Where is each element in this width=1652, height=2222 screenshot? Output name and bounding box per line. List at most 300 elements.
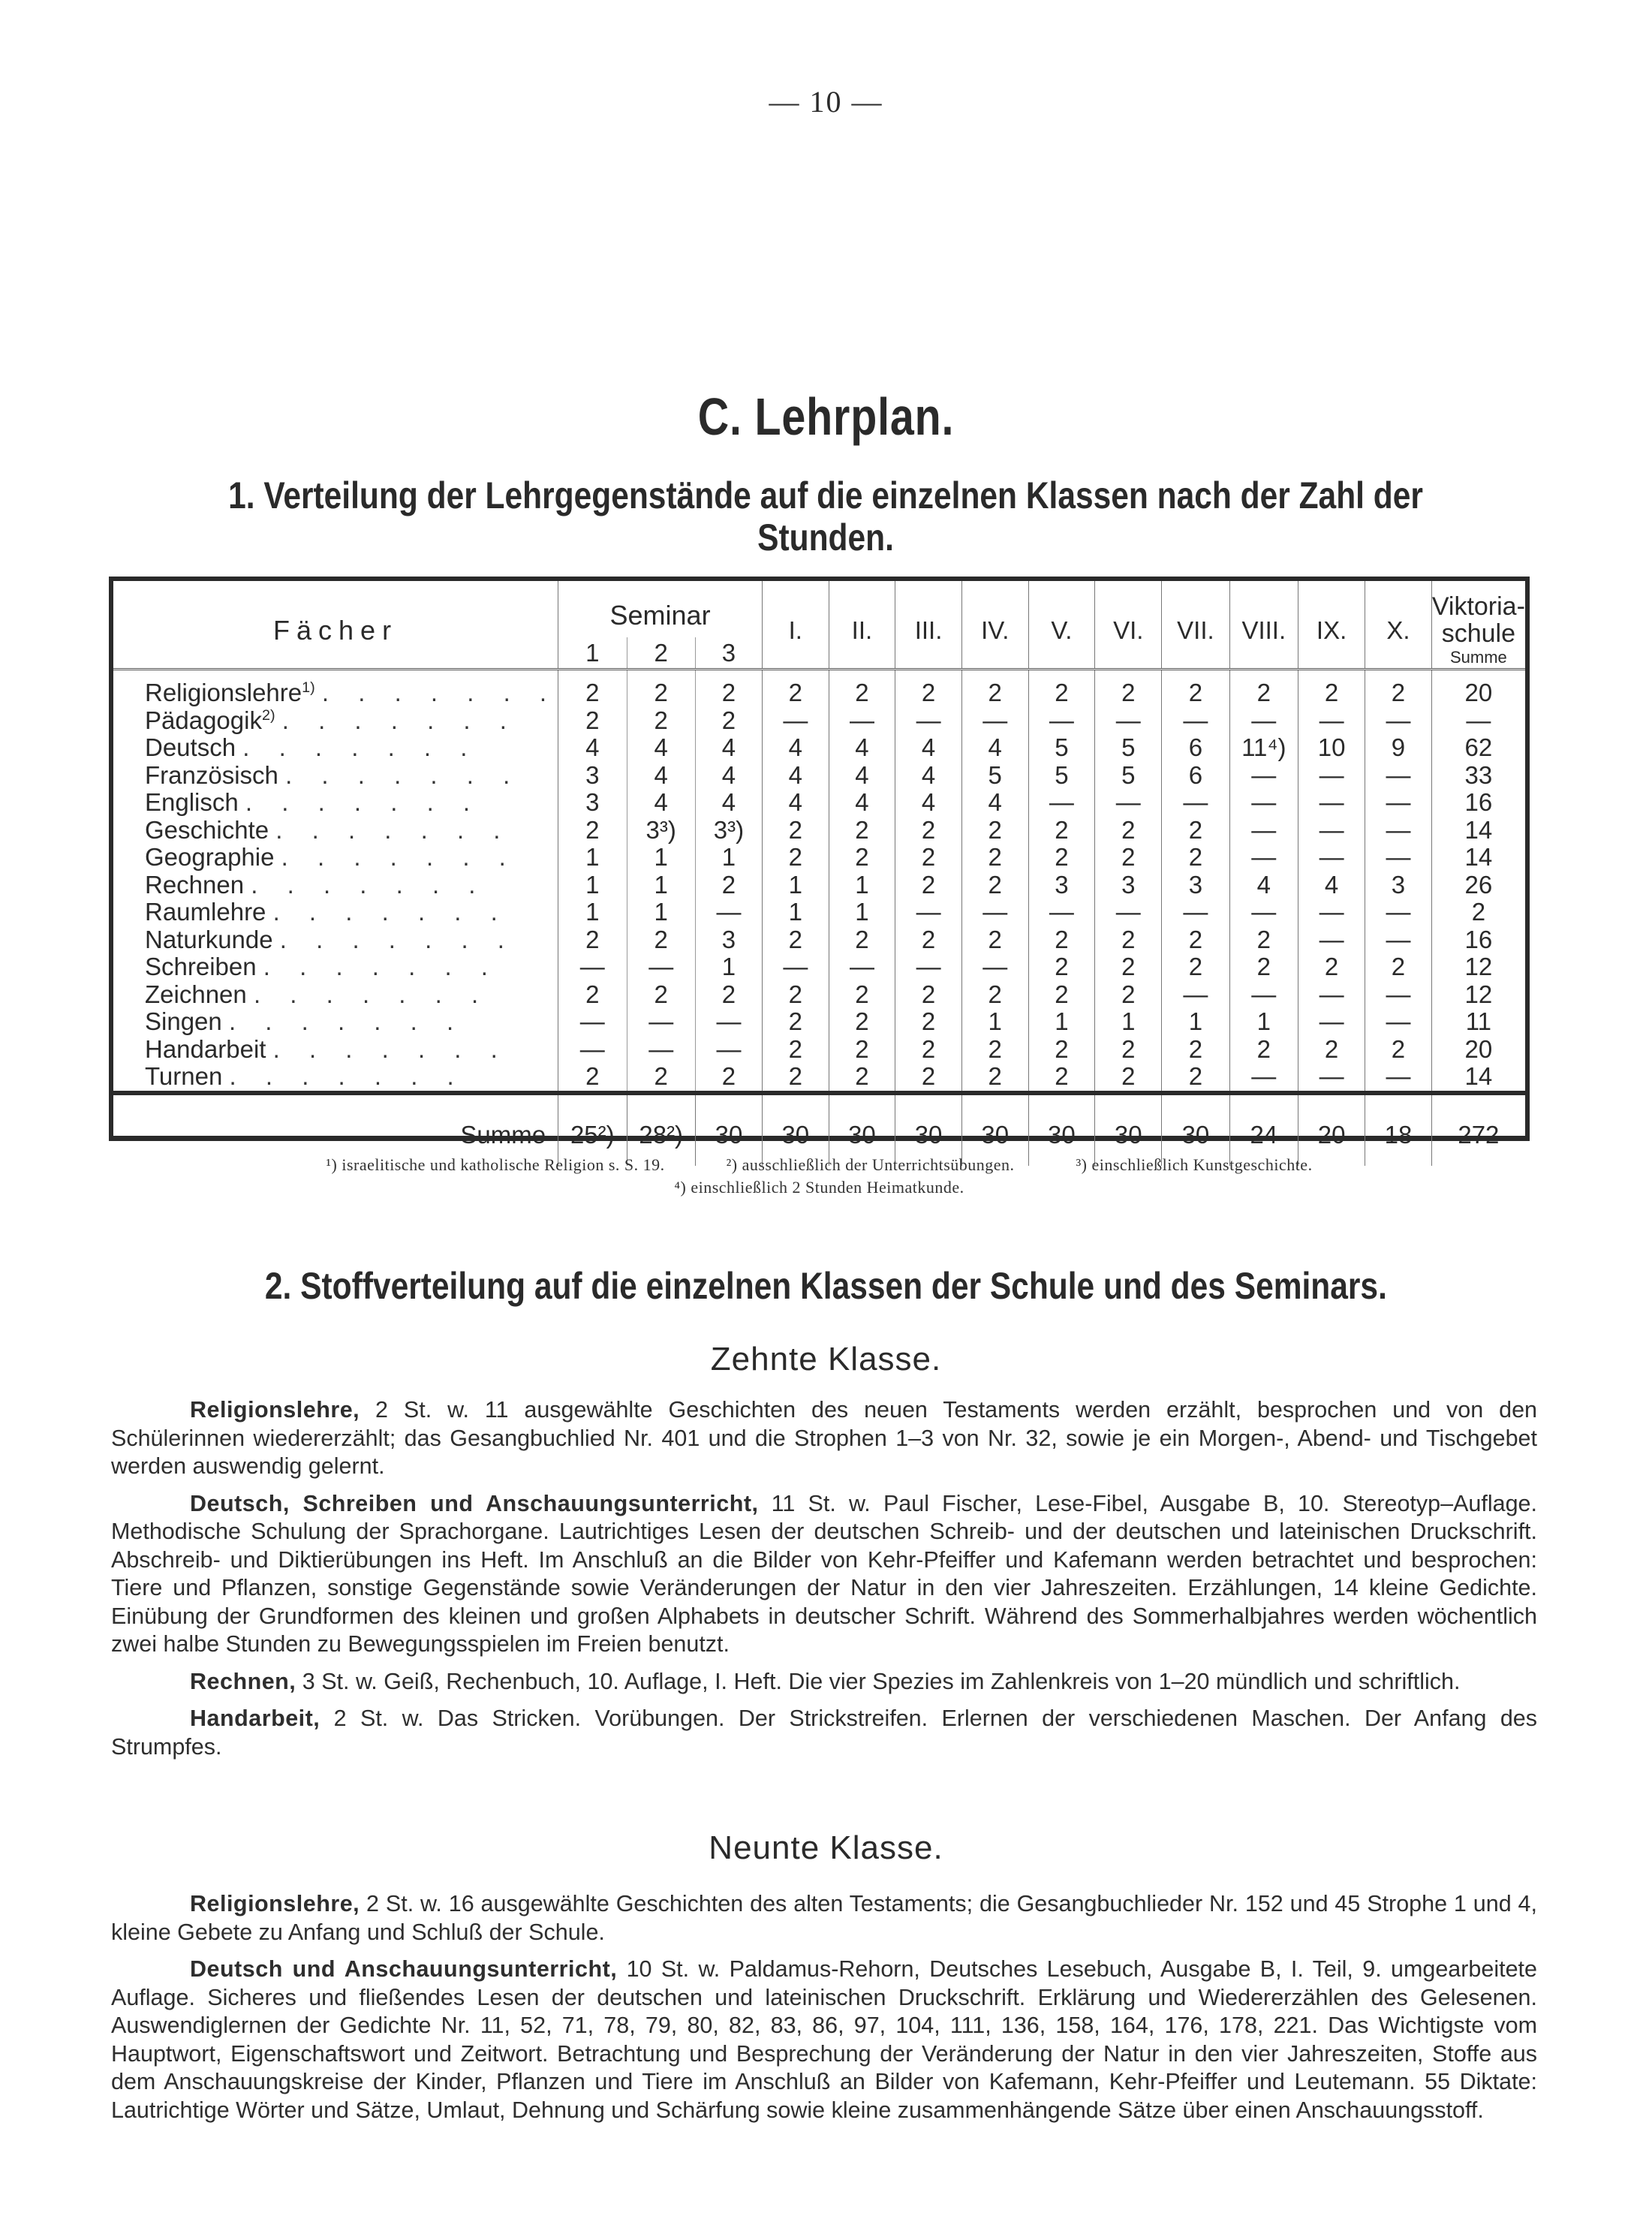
row-total-cell: 2 <box>1431 899 1525 926</box>
hours-cell: — <box>829 953 895 981</box>
leader-dots: . . . . . . . <box>275 816 512 844</box>
hours-cell: 2 <box>1162 817 1229 845</box>
sum-cell: 18 <box>1365 1093 1432 1166</box>
row-total-cell: 26 <box>1431 872 1525 899</box>
table-row <box>113 981 1525 1009</box>
hours-cell: — <box>1229 899 1298 926</box>
hours-cell: — <box>1298 762 1365 790</box>
hours-cell: 2 <box>1028 844 1095 872</box>
hours-cell: 2 <box>695 981 762 1009</box>
subject-label: Handarbeit, <box>190 1706 320 1731</box>
hours-cell: — <box>558 1008 627 1036</box>
hours-cell: 2 <box>763 926 829 954</box>
hours-cell: 1 <box>763 872 829 899</box>
hours-cell: 2 <box>1095 981 1162 1009</box>
header-class-2: II. <box>829 581 895 670</box>
row-total-cell: 20 <box>1431 1036 1525 1064</box>
hours-cell: — <box>1229 981 1298 1009</box>
subject-name: Geschichte <box>145 816 269 844</box>
hours-cell: — <box>627 1008 695 1036</box>
table-row <box>113 789 1525 817</box>
subject-name: Zeichnen <box>145 980 247 1008</box>
header-class-9: IX. <box>1298 581 1365 670</box>
hours-cell: 1 <box>695 953 762 981</box>
paragraph-text: 3 St. w. Geiß, Rechenbuch, 10. Auflage, I. Heft. Die vier Spezies im Zahlenkreis von 1–20 mündlich und schriftlich. <box>296 1668 1461 1694</box>
paragraph-handarbeit <box>111 1705 1537 1761</box>
row-total-cell: 12 <box>1431 981 1525 1009</box>
hours-cell: 2 <box>895 872 962 899</box>
hours-cell: — <box>1365 817 1432 845</box>
hours-cell: 2 <box>558 817 627 845</box>
subject-label: Rechnen, <box>190 1668 296 1694</box>
subject-cell <box>113 762 558 790</box>
paragraph-rechnen <box>111 1668 1537 1697</box>
hours-cell: 2 <box>961 1036 1028 1064</box>
hours-cell: 2 <box>627 981 695 1009</box>
hours-cell: 2 <box>829 1036 895 1064</box>
class-title-zehnte: Zehnte Klasse. <box>710 1341 942 1377</box>
hours-cell: 4 <box>627 789 695 817</box>
hours-cell: 3 <box>1365 872 1432 899</box>
subject-name: Pädagogik <box>145 706 262 734</box>
header-total-sub: Summe <box>1449 648 1507 667</box>
hours-cell: 2 <box>829 1063 895 1093</box>
hours-cell: 4 <box>961 789 1028 817</box>
subject-name: Geographie <box>145 844 275 872</box>
subject-cell <box>113 670 558 707</box>
table-row <box>113 734 1525 762</box>
row-total-cell: 14 <box>1431 817 1525 845</box>
hours-cell: 2 <box>558 926 627 954</box>
hours-cell: — <box>1365 1008 1432 1036</box>
hours-cell: 2 <box>558 670 627 707</box>
header-total <box>1431 581 1525 670</box>
hours-cell: 1 <box>695 844 762 872</box>
hours-cell: 2 <box>558 1063 627 1093</box>
header-class-3: III. <box>895 581 962 670</box>
leader-dots: . . . . . . . <box>285 761 522 789</box>
hours-cell: 1 <box>1028 1008 1095 1036</box>
grand-total-cell: 272 <box>1431 1093 1525 1166</box>
hours-cell: 4 <box>627 734 695 762</box>
subject-cell <box>113 707 558 735</box>
subject-name: Englisch <box>145 789 239 817</box>
header-total-label: Viktoria-schule <box>1431 592 1525 648</box>
sum-cell: 30 <box>763 1093 829 1166</box>
hours-cell: 2 <box>695 872 762 899</box>
hours-cell: — <box>558 953 627 981</box>
table-row <box>113 953 1525 981</box>
subject-cell <box>113 789 558 817</box>
table-row <box>113 1008 1525 1036</box>
footnote-1: ¹) israelitische und katholische Religion s. S. 19. <box>326 1155 665 1174</box>
leader-dots: . . . . . . . <box>245 789 482 817</box>
hours-cell: 2 <box>1028 1036 1095 1064</box>
leader-dots: . . . . . . . <box>279 926 516 953</box>
header-class-4: IV. <box>961 581 1028 670</box>
hours-cell: 5 <box>961 762 1028 790</box>
hours-cell: 1 <box>627 899 695 926</box>
hours-cell: 3 <box>1162 872 1229 899</box>
row-total-cell: 20 <box>1431 670 1525 707</box>
hours-cell: 4 <box>829 762 895 790</box>
subject-footnote-ref: 2) <box>261 706 275 724</box>
hours-cell: — <box>1162 981 1229 1009</box>
paragraph-deutsch <box>111 1956 1537 2124</box>
leader-dots: . . . . . . . <box>281 706 518 734</box>
sum-cell: 30 <box>895 1093 962 1166</box>
hours-cell: 2 <box>1095 817 1162 845</box>
hours-cell: 1 <box>627 844 695 872</box>
header-class-1: I. <box>763 581 829 670</box>
leader-dots: . . . . . . . <box>263 953 499 981</box>
hours-cell: 4 <box>829 734 895 762</box>
hours-cell: 2 <box>763 670 829 707</box>
paragraph-text: 11 St. w. Paul Fischer, Lese-Fibel, Ausgabe B, 10. Stereotyp–Auflage. Methodische Schulung der Sprachorgane. Lautrichtiges Lesen der deutschen Schreib- und der deutschen und lateinischen Druckschrift. Abschreib- und Diktierübungen ins Heft. Im Anschluß an die Bilder von Kehr-Pfeiffer und Kafemann werden betrachtet und besprochen: Tiere und Pflanzen, sonstige Gegenstände sowie Veränderungen der Natur in den vier Jahreszeiten. Erzählungen, 14 kleine Gedichte. Einübung der Grundformen des kleinen und großen Alphabets in deutscher Schrift. Während des Sommerhalbjahres werden wöchentlich zwei halbe Stunden zu Bewegungsspielen im Freien benutzt. <box>111 1490 1537 1657</box>
hours-cell: 4 <box>1229 872 1298 899</box>
subject-name: Handarbeit <box>145 1035 266 1063</box>
subject-name: Religionslehre <box>145 679 302 707</box>
hours-cell: 1 <box>829 872 895 899</box>
hours-cell: 2 <box>895 817 962 845</box>
hours-cell: 1 <box>558 844 627 872</box>
sum-cell: 20 <box>1298 1093 1365 1166</box>
footnote-4: ⁴) einschließlich 2 Stunden Heimatkunde. <box>674 1178 964 1197</box>
hours-cell: — <box>627 1036 695 1064</box>
subject-label: Deutsch, Schreiben und Anschauungsunterricht, <box>190 1490 759 1516</box>
hours-cell: 2 <box>763 817 829 845</box>
hours-cell: 2 <box>558 707 627 735</box>
hours-cell: 2 <box>1365 1036 1432 1064</box>
hours-table <box>113 581 1525 1166</box>
paragraph-text: 2 St. w. 11 ausgewählte Geschichten des neuen Testaments werden erzählt, besprochen und von den Schülerinnen wiedererzählt; das Gesangbuchlied Nr. 401 und die Strophen 1–3 von Nr. 32, sowie je ein Morgen-, Abend- und Tischgebet werden auswendig gelernt. <box>111 1397 1537 1479</box>
header-seminar-2: 2 <box>627 637 695 669</box>
hours-cell: 4 <box>695 762 762 790</box>
hours-cell: 3 <box>558 789 627 817</box>
hours-cell: 2 <box>961 981 1028 1009</box>
hours-cell: 2 <box>961 872 1028 899</box>
hours-cell: 2 <box>1028 670 1095 707</box>
hours-cell: 2 <box>1365 953 1432 981</box>
hours-cell: — <box>1298 844 1365 872</box>
subject-cell <box>113 1063 558 1093</box>
hours-cell: 2 <box>829 926 895 954</box>
hours-cell: — <box>1365 844 1432 872</box>
leader-dots: . . . . . . . <box>321 679 558 707</box>
hours-cell: — <box>895 707 962 735</box>
subject-label: Religionslehre, <box>190 1891 360 1916</box>
hours-cell: — <box>1162 899 1229 926</box>
subject-name: Deutsch <box>145 734 236 762</box>
hours-cell: 2 <box>1028 1063 1095 1093</box>
section-title-verteilung <box>113 474 1539 559</box>
hours-cell: 4 <box>895 734 962 762</box>
hours-cell: — <box>695 1036 762 1064</box>
hours-cell: 2 <box>558 981 627 1009</box>
section-title-stoffverteilung-text: 2. Stoffverteilung auf die einzelnen Klassen der Schule und des Seminars. <box>264 1265 1387 1307</box>
hours-cell: 2 <box>895 1008 962 1036</box>
hours-cell: 2 <box>627 670 695 707</box>
hours-cell: 2 <box>1229 1036 1298 1064</box>
subject-cell <box>113 844 558 872</box>
paragraph-religionslehre <box>111 1890 1537 1947</box>
hours-cell: — <box>1229 1063 1298 1093</box>
subject-cell <box>113 981 558 1009</box>
sum-cell: 30 <box>961 1093 1028 1166</box>
sum-cell: 30 <box>1028 1093 1095 1166</box>
table-row <box>113 670 1525 707</box>
row-total-cell: 33 <box>1431 762 1525 790</box>
hours-cell: 6 <box>1162 734 1229 762</box>
section-title-stoffverteilung <box>113 1265 1539 1307</box>
hours-cell: — <box>1298 789 1365 817</box>
hours-cell: — <box>763 707 829 735</box>
hours-cell: 2 <box>1028 817 1095 845</box>
hours-cell: — <box>1365 899 1432 926</box>
table-header-row <box>113 581 1525 637</box>
hours-cell: 2 <box>829 1008 895 1036</box>
hours-cell: — <box>1365 981 1432 1009</box>
hours-cell: 5 <box>1095 762 1162 790</box>
subject-label: Religionslehre, <box>190 1397 360 1423</box>
table-row <box>113 899 1525 926</box>
header-seminar: Seminar <box>558 581 763 637</box>
hours-cell: 4 <box>895 762 962 790</box>
subject-cell <box>113 899 558 926</box>
hours-cell: — <box>1365 762 1432 790</box>
hours-cell: — <box>1365 707 1432 735</box>
table-body <box>113 670 1525 1093</box>
hours-cell: 2 <box>1095 1063 1162 1093</box>
hours-cell: 1 <box>558 899 627 926</box>
hours-cell: 2 <box>961 1063 1028 1093</box>
hours-cell: 1 <box>961 1008 1028 1036</box>
header-subject: Fächer <box>273 615 399 646</box>
hours-cell: — <box>1162 707 1229 735</box>
hours-cell: 2 <box>1095 670 1162 707</box>
subject-cell <box>113 953 558 981</box>
table-row <box>113 844 1525 872</box>
hours-cell: 4 <box>895 789 962 817</box>
hours-cell: 10 <box>1298 734 1365 762</box>
hours-cell: 2 <box>895 1063 962 1093</box>
hours-cell: — <box>763 953 829 981</box>
hours-cell: 2 <box>1095 844 1162 872</box>
hours-cell: 2 <box>1229 670 1298 707</box>
hours-cell: 2 <box>763 1063 829 1093</box>
hours-cell: 2 <box>1095 953 1162 981</box>
hours-cell: — <box>1298 899 1365 926</box>
hours-cell: — <box>961 899 1028 926</box>
subject-name: Singen <box>145 1008 222 1036</box>
paragraph-text: 2 St. w. Das Stricken. Vorübungen. Der Strickstreifen. Erlernen der verschiedenen Maschen. Der Anfang des Strumpfes. <box>111 1706 1537 1760</box>
hours-cell: 9 <box>1365 734 1432 762</box>
hours-cell: 2 <box>1028 926 1095 954</box>
hours-cell: 1 <box>1095 1008 1162 1036</box>
subject-cell <box>113 734 558 762</box>
row-total-cell: 14 <box>1431 1063 1525 1093</box>
hours-cell: — <box>558 1036 627 1064</box>
hours-cell: — <box>1298 817 1365 845</box>
hours-cell: 2 <box>1028 981 1095 1009</box>
hours-cell: — <box>895 899 962 926</box>
hours-cell: 2 <box>829 817 895 845</box>
hours-cell: 3 <box>558 762 627 790</box>
hours-cell: 2 <box>695 1063 762 1093</box>
hours-cell: 2 <box>895 1036 962 1064</box>
hours-cell: 2 <box>961 670 1028 707</box>
hours-cell: 4 <box>1298 872 1365 899</box>
hours-cell: 5 <box>1028 734 1095 762</box>
main-title: C. Lehrplan. <box>697 387 955 446</box>
sum-cell: 30 <box>829 1093 895 1166</box>
hours-cell: 1 <box>763 899 829 926</box>
hours-cell: 2 <box>829 844 895 872</box>
paragraph-text: 10 St. w. Paldamus-Rehorn, Deutsches Lesebuch, Ausgabe B, I. Teil, 9. umgearbeitete Auflage. Sicheres und fließendes Lesen der deutschen und lateinischen Druckschrift. Erklärung und Wiedererzählen des Gelesenen. Auswendiglernen der Gedichte Nr. 11, 52, 71, 78, 79, 80, 82, 83, 86, 97, 104, 111, 136, 158, 164, 176, 178, 221. Das Wichtigste vom Hauptwort, Eigenschaftswort und Zeitwort. Betrachtung und Besprechung der Veränderung der Natur in den vier Jahreszeiten, Stoffe aus dem Anschauungskreise der Kinder, Pflanzen und Tiere im Anschluß an Bilder von Kafemann, Kehr-Pfeiffer und Leutemann. 55 Diktate: Lautrichtige Wörter und Sätze, Umlaut, Dehnung und Schärfung sowie kleine zusammenhängende Sätze über einen Anschauungsstoff. <box>111 1956 1537 2123</box>
leader-dots: . . . . . . . <box>242 734 479 762</box>
hours-cell: 4 <box>695 789 762 817</box>
table-row <box>113 707 1525 735</box>
table-row <box>113 926 1525 954</box>
hours-cell: 2 <box>695 707 762 735</box>
hours-cell: — <box>1028 707 1095 735</box>
hours-cell: — <box>961 707 1028 735</box>
hours-cell: — <box>1365 1063 1432 1093</box>
hours-cell: 4 <box>763 734 829 762</box>
table-footnotes <box>109 1154 1530 1199</box>
hours-cell: 2 <box>1162 670 1229 707</box>
table-row <box>113 872 1525 899</box>
hours-cell: 4 <box>763 789 829 817</box>
hours-cell: 4 <box>627 762 695 790</box>
sum-cell: 30 <box>1162 1093 1229 1166</box>
hours-cell: 2 <box>1162 926 1229 954</box>
hours-cell: 4 <box>961 734 1028 762</box>
hours-cell: — <box>961 953 1028 981</box>
hours-cell: — <box>1095 899 1162 926</box>
leader-dots: . . . . . . . <box>272 899 509 926</box>
hours-cell: 2 <box>627 926 695 954</box>
hours-cell: 2 <box>895 926 962 954</box>
header-class-8: VIII. <box>1229 581 1298 670</box>
class-title-neunte: Neunte Klasse. <box>709 1829 943 1866</box>
hours-cell: — <box>1298 981 1365 1009</box>
hours-cell: 2 <box>1229 926 1298 954</box>
leader-dots: . . . . . . . <box>281 844 517 872</box>
hours-cell: — <box>1028 789 1095 817</box>
hours-cell: 2 <box>1095 926 1162 954</box>
hours-cell: 1 <box>829 899 895 926</box>
hours-cell: — <box>1298 707 1365 735</box>
leader-dots: . . . . . . . <box>253 980 490 1008</box>
paragraph-religionslehre <box>111 1396 1537 1481</box>
table-row <box>113 817 1525 845</box>
table-row <box>113 762 1525 790</box>
hours-cell: 2 <box>1229 953 1298 981</box>
page-number: — 10 — <box>769 85 883 119</box>
hours-cell: 2 <box>1162 1063 1229 1093</box>
hours-cell: 4 <box>829 789 895 817</box>
hours-cell: 3 <box>695 926 762 954</box>
subject-cell <box>113 817 558 845</box>
hours-cell: — <box>1095 707 1162 735</box>
hours-cell: 2 <box>695 670 762 707</box>
hours-cell: — <box>1229 844 1298 872</box>
hours-cell: 6 <box>1162 762 1229 790</box>
leader-dots: . . . . . . . <box>228 1008 465 1036</box>
footnote-3: ³) einschließlich Kunstgeschichte. <box>1076 1155 1313 1174</box>
header-seminar-1: 1 <box>558 637 627 669</box>
subject-label: Deutsch und Anschauungsunterricht, <box>190 1956 618 1982</box>
hours-cell: — <box>1365 789 1432 817</box>
row-total-cell: 14 <box>1431 844 1525 872</box>
subject-cell <box>113 872 558 899</box>
hours-cell: — <box>1229 789 1298 817</box>
leader-dots: . . . . . . . <box>229 1063 465 1091</box>
row-total-cell: — <box>1431 707 1525 735</box>
hours-cell: — <box>1229 707 1298 735</box>
hours-cell: 5 <box>1095 734 1162 762</box>
hours-cell: 2 <box>1028 953 1095 981</box>
sum-cell: 30 <box>695 1093 762 1166</box>
subject-cell <box>113 1036 558 1064</box>
hours-cell: 2 <box>1298 1036 1365 1064</box>
hours-cell: 4 <box>695 734 762 762</box>
hours-cell: 3³) <box>695 817 762 845</box>
hours-cell: 2 <box>1162 844 1229 872</box>
header-class-7: VII. <box>1162 581 1229 670</box>
hours-cell: 2 <box>961 817 1028 845</box>
hours-cell: 2 <box>961 844 1028 872</box>
hours-cell: 2 <box>627 1063 695 1093</box>
subject-cell <box>113 926 558 954</box>
hours-cell: — <box>829 707 895 735</box>
sum-cell: 25²) <box>558 1093 627 1166</box>
hours-cell: 2 <box>1095 1036 1162 1064</box>
hours-cell: — <box>1095 789 1162 817</box>
subject-name: Schreiben <box>145 953 257 981</box>
hours-cell: — <box>1229 762 1298 790</box>
hours-cell: 2 <box>763 1036 829 1064</box>
subject-name: Raumlehre <box>145 899 266 926</box>
hours-cell: — <box>1298 1063 1365 1093</box>
sum-label: Summe <box>113 1093 558 1166</box>
hours-cell: 2 <box>961 926 1028 954</box>
hours-cell: 2 <box>627 707 695 735</box>
hours-cell: 2 <box>895 981 962 1009</box>
row-total-cell: 12 <box>1431 953 1525 981</box>
hours-cell: 4 <box>558 734 627 762</box>
hours-cell: 4 <box>763 762 829 790</box>
hours-cell: — <box>695 899 762 926</box>
subject-name: Turnen <box>145 1063 223 1091</box>
row-total-cell: 11 <box>1431 1008 1525 1036</box>
hours-cell: 3 <box>1095 872 1162 899</box>
hours-cell: 2 <box>895 670 962 707</box>
sum-cell: 30 <box>1095 1093 1162 1166</box>
hours-cell: 1 <box>1229 1008 1298 1036</box>
hours-cell: — <box>1365 926 1432 954</box>
hours-cell: 2 <box>829 981 895 1009</box>
hours-cell: 3 <box>1028 872 1095 899</box>
hours-cell: 2 <box>763 1008 829 1036</box>
hours-cell: 2 <box>1365 670 1432 707</box>
header-seminar-3: 3 <box>695 637 762 669</box>
row-total-cell: 16 <box>1431 789 1525 817</box>
hours-cell: 2 <box>829 670 895 707</box>
hours-cell: 11⁴) <box>1229 734 1298 762</box>
hours-cell: — <box>1298 926 1365 954</box>
